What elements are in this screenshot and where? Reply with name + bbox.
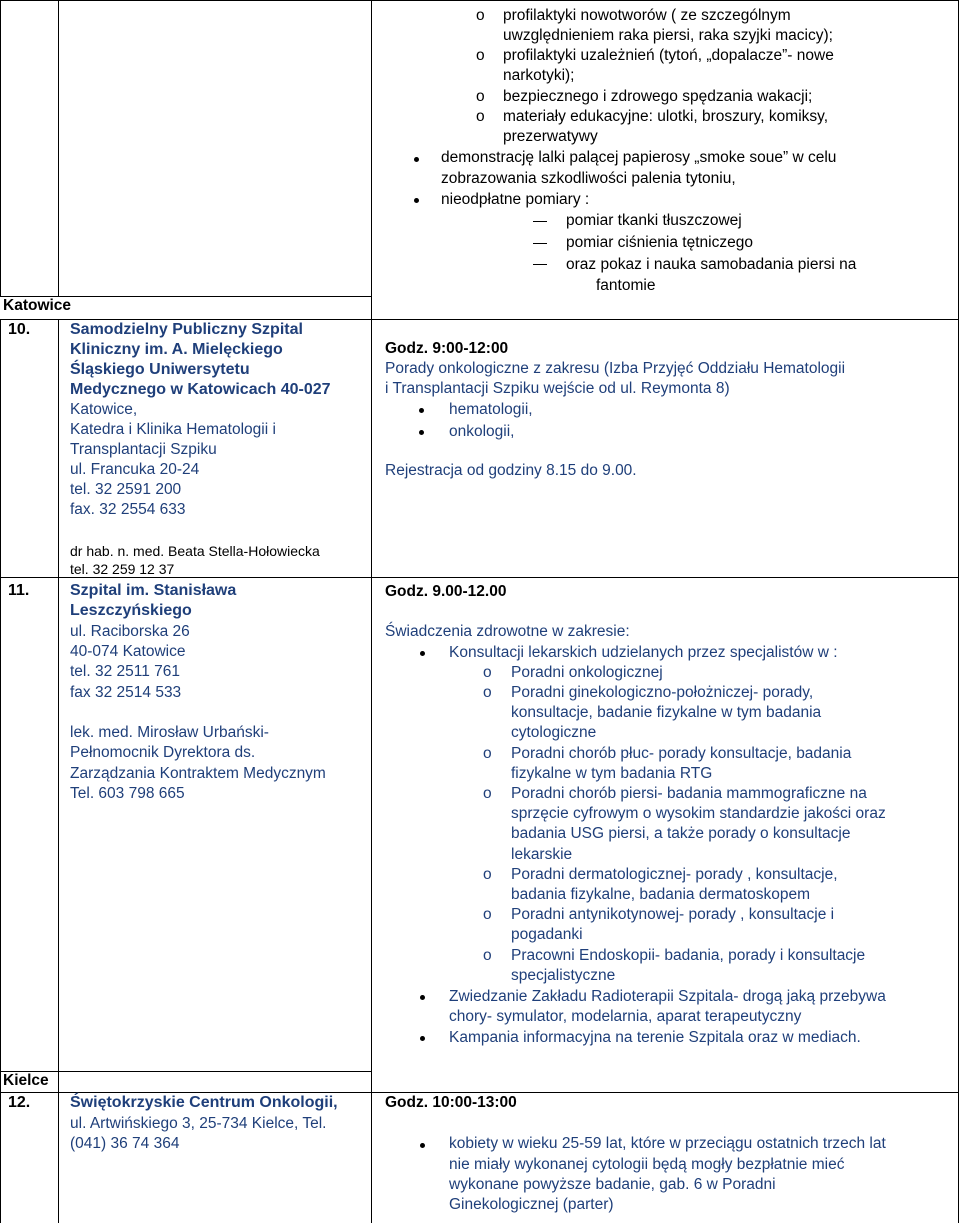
opening-hours: Godz. 9.00-12.00: [385, 583, 507, 600]
list-item: narkotyki);: [503, 67, 575, 84]
bullet-icon: [420, 1036, 425, 1041]
institution-name: Samodzielny Publiczny Szpital: [70, 321, 303, 338]
list-item: prezerwatywy: [503, 128, 598, 145]
row-top-line: [0, 0, 959, 1]
institution-name: Medycznego w Katowicach 40-027: [70, 381, 331, 398]
list-item: demonstrację lalki palącej papierosy „smoke soue” w celu: [441, 149, 837, 166]
list-item: nie miały wykonanej cytologii będą mogły bezpłatnie mieć: [449, 1156, 845, 1173]
row-line-kielce-top: [0, 1071, 372, 1072]
o-marker: o: [483, 745, 492, 762]
table-border-right: [958, 0, 959, 1223]
list-item: sprzęcie cyfrowym o wysokim standardzie jakości oraz: [511, 805, 886, 822]
consultation-desc: Porady onkologiczne z zakresu (Izba Przyjęć Oddziału Hematologii: [385, 360, 846, 377]
address-line: ul. Francuka 20-24: [70, 461, 200, 478]
o-marker: o: [476, 88, 485, 105]
list-item: zobrazowania szkodliwości palenia tytoniu,: [441, 170, 736, 187]
contact-person: dr hab. n. med. Beata Stella-Hołowiecka: [70, 543, 320, 559]
contact-phone: tel. 32 259 12 37: [70, 561, 175, 577]
dash-icon: [533, 221, 547, 222]
list-item: pogadanki: [511, 926, 583, 943]
o-marker: o: [483, 664, 492, 681]
address-line: Transplantacji Szpiku: [70, 441, 217, 458]
list-item: pomiar tkanki tłuszczowej: [566, 212, 742, 229]
bullet-icon: [414, 198, 419, 203]
o-marker: o: [483, 684, 492, 701]
list-item: konsultacje, badanie fizykalne w tym badania: [511, 704, 822, 721]
list-item: profilaktyki uzależnień (tytoń, „dopalacze”- nowe: [503, 47, 834, 64]
col-divider-1-lower: [58, 320, 59, 1223]
list-item: uwzględnieniem raka piersi, raka szyjki macicy);: [503, 27, 833, 44]
opening-hours: Godz. 9:00-12:00: [385, 340, 509, 357]
address-line: 40-074 Katowice: [70, 643, 186, 660]
contact-person: lek. med. Mirosław Urbański-: [70, 724, 269, 741]
bullet-icon: [420, 1143, 425, 1148]
dash-icon: [533, 264, 547, 265]
bullet-icon: [414, 157, 419, 162]
list-item: Poradni ginekologiczno-położniczej- porady,: [511, 684, 814, 701]
list-item: Zwiedzanie Zakładu Radioterapii Szpitala- drogą jaką przebywa: [449, 988, 886, 1005]
row-number-12: 12.: [8, 1094, 31, 1111]
city-katowice: Katowice: [3, 297, 72, 314]
bullet-icon: [420, 651, 425, 656]
institution-name: Kliniczny im. A. Mielęckiego: [70, 341, 283, 358]
address-line: Katedra i Klinika Hematologii i: [70, 421, 276, 438]
address-line: (041) 36 74 364: [70, 1135, 180, 1152]
list-item: Poradni dermatologicznej- porady , konsultacje,: [511, 866, 838, 883]
list-item: lekarskie: [511, 846, 573, 863]
services-heading: Świadczenia zdrowotne w zakresie:: [385, 623, 630, 640]
list-item: badania fizykalne, badania dermatoskopem: [511, 886, 810, 903]
list-item: wykonane powyższe badanie, gab. 6 w Poradni: [449, 1176, 776, 1193]
list-item: Poradni antynikotynowej- porady , konsultacje i: [511, 906, 835, 923]
list-item: onkologii,: [449, 423, 515, 440]
list-item: Pracowni Endoskopii- badania, porady i konsultacje: [511, 947, 866, 964]
list-item: badania USG piersi, a także porady o konsultacje: [511, 825, 851, 842]
phone: tel. 32 2591 200: [70, 481, 182, 498]
list-item: bezpiecznego i zdrowego spędzania wakacji;: [503, 88, 813, 105]
address-line: Katowice,: [70, 401, 138, 418]
o-marker: o: [476, 47, 485, 64]
col-divider-1: [58, 0, 59, 297]
dash-icon: [533, 243, 547, 244]
phone: tel. 32 2511 761: [70, 663, 181, 680]
list-item: profilaktyki nowotworów ( ze szczególnym: [503, 7, 791, 24]
opening-hours: Godz. 10:00-13:00: [385, 1094, 517, 1111]
contact-role: Pełnomocnik Dyrektora ds.: [70, 744, 256, 761]
bullet-icon: [420, 995, 425, 1000]
list-item: materiały edukacyjne: ulotki, broszury, komiksy,: [503, 108, 829, 125]
contact-role: Zarządzania Kontraktem Medycznym: [70, 765, 326, 782]
list-item: chory- symulator, modelarnia, aparat terapeutyczny: [449, 1008, 802, 1025]
o-marker: o: [483, 785, 492, 802]
list-item: cytologiczne: [511, 724, 597, 741]
address-line: ul. Artwińskiego 3, 25-734 Kielce, Tel.: [70, 1115, 327, 1132]
institution-name: Śląskiego Uniwersytetu: [70, 361, 250, 378]
fax: fax. 32 2554 633: [70, 501, 186, 518]
table-border-left: [0, 0, 1, 297]
list-item: nieodpłatne pomiary :: [441, 191, 590, 208]
row-number-10: 10.: [8, 321, 31, 338]
list-item: fantomie: [596, 277, 656, 294]
list-item: Poradni chorób piersi- badania mammograficzne na: [511, 785, 867, 802]
o-marker: o: [483, 947, 492, 964]
list-item: hematologii,: [449, 401, 533, 418]
address-line: ul. Raciborska 26: [70, 623, 190, 640]
bullet-icon: [419, 408, 424, 413]
o-marker: o: [476, 7, 485, 24]
city-kielce: Kielce: [3, 1072, 49, 1089]
table-border-left-lower: [0, 320, 1, 1223]
o-marker: o: [483, 906, 492, 923]
list-item: oraz pokaz i nauka samobadania piersi na: [566, 256, 857, 273]
list-item: kobiety w wieku 25-59 lat, które w przeciągu ostatnich trzech lat: [449, 1135, 886, 1152]
o-marker: o: [476, 108, 485, 125]
col-divider-2: [371, 0, 372, 1223]
contact-phone: Tel. 603 798 665: [70, 785, 185, 802]
consultation-desc: i Transplantacji Szpiku wejście od ul. Reymonta 8): [385, 380, 730, 397]
list-item: Konsultacji lekarskich udzielanych przez specjalistów w :: [449, 644, 838, 661]
o-marker: o: [483, 866, 492, 883]
row-number-11: 11.: [8, 582, 30, 599]
institution-name: Szpital im. Stanisława: [70, 582, 237, 599]
registration-note: Rejestracja od godziny 8.15 do 9.00.: [385, 462, 637, 479]
institution-name: Leszczyńskiego: [70, 602, 192, 619]
fax: fax 32 2514 533: [70, 684, 182, 701]
list-item: fizykalne w tym badania RTG: [511, 765, 713, 782]
institution-name: Świętokrzyskie Centrum Onkologii,: [70, 1094, 338, 1111]
list-item: Poradni chorób płuc- porady konsultacje, badania: [511, 745, 852, 762]
list-item: specjalistyczne: [511, 967, 616, 984]
list-item: Poradni onkologicznej: [511, 664, 663, 681]
list-item: Ginekologicznej (parter): [449, 1196, 614, 1213]
bullet-icon: [419, 430, 424, 435]
list-item: Kampania informacyjna na terenie Szpitala oraz w mediach.: [449, 1029, 861, 1046]
list-item: pomiar ciśnienia tętniczego: [566, 234, 753, 251]
